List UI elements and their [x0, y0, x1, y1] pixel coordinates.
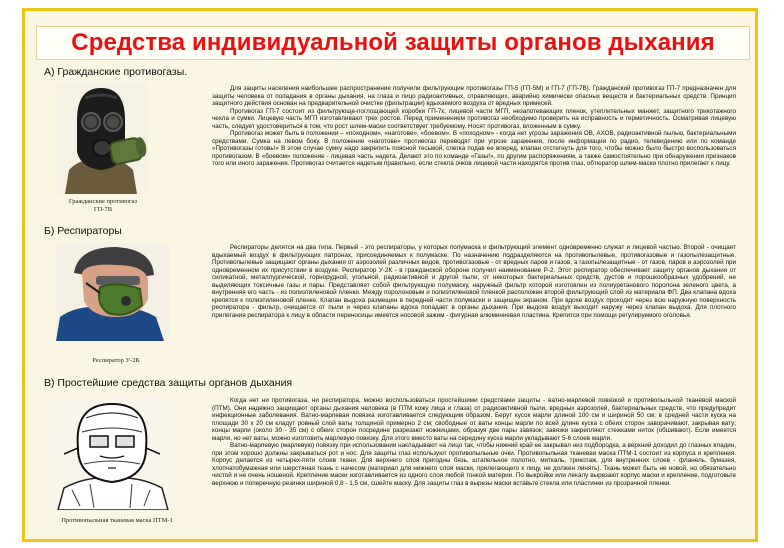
poster-title: Средства индивидуальной защиты органов дыхания — [71, 29, 715, 56]
paragraph: Респираторы делятся на два типа. Первый - это респираторы, у которых полумаска и фильтрующий элемент одновременно служат и лицевой частью. Второй - очищает вдыхаемый воздух в фильтрующих патронах, присоединяемых к полумаске. По назначению подразделяются на противопылевые, противогазовые и газопылезащитные. Противопылевые защищают органы дыхания от аэрозолей различных видов, противогазовые - от вредных паров и газов, а газопылезащитные - от газов, паров и аэрозолей при одновременном их присутствии в воздухе. Респиратор У-2К - в гражданской обороне получил наименование Р-2. Этот респиратор обеспечивает защиту органов дыхания от силикатной, металлургической, горнорудной, угольной, радиоактивной и другой пыли, от некоторых бактериальных средств, дустов и порошкообразных удобрений, не выделяющих токсичные газы и пары. Представляет собой фильтрующую полумаску, наружный фильтр которой изготовлен из полиуретанового поролона зеленого цвета, а внутренняя его часть - из полиэтиленовой пленки. Между поролоновым и полиэтиленовой пленкой расположен второй фильтрующий слой из материала ФП. Два клапана вдоха крепятся к полиэтиленовой пленке. Клапан выдоха размещен в передней части полумаски и защищен экраном. При вдохе воздух проходит через всю наружную поверхность респиратора - фильтр, очищается от пыли и через клапаны вдоха попадает в органы дыхания. При выдохе воздух выходит наружу через клапан выдоха. Для плотного прилегания респиратора к лицу в области переносицы имеется носовой зажим - фигурная алюминиевая пластина. Крепится при помощи регулируемого оголовья. — [212, 244, 736, 319]
dust-mask-caption: Противопыльная тканевая маска ПТМ-1 — [61, 517, 173, 524]
paragraph: Противогаз ГП-7 состоит из фильтрующе-поглощающей коробки ГП-7к, лицевой части МГП, незапотевающих пленок, утеплительных манжет, защитного трикотажного чехла и сумки. Лицевую часть МГП изготавливают трех ростов. Перед применением противогаз необходимо проверить на исправность и герметичность. Осматривая лицевую часть, следует удостовериться в том, что рост шлем-маски соответствует требуемому. Носят противогаз, вложенным в сумку. — [212, 107, 736, 130]
gas-mask-photo — [55, 82, 148, 194]
gas-mask-caption-line2: ГП-7В — [93, 205, 113, 213]
paragraph: Противогаз может быть в положении – «походном», «наготове», «боевом». В «походном» - когда нет угрозы заражения ОВ, АХОВ, радиоактивной пылью, бактериальными средствами. Сумка на левом боку. В положение «наготове» противогаз переводят при угрозе заражения, после информации по радио, телевидению или по команде «Противогазы готовь!» В этом случае сумку надо закрепить поясной тесьмой, слегка подав ее вперед, клапан отстегнуть для того, чтобы можно было быстро воспользоваться противогазом. В «боевом» положение - лицевая часть надета. Делают это по команде «Газы!», по другим распоряжениям, а также самостоятельно при обнаружении признаков того или иного заражения. Противогаз считается надетым правильно, если стекла очков лицевой части находятся против глаз, обтюратор шлем-маски плотно прилегает к лицу. — [212, 130, 736, 168]
gas-mask-caption-line1: Гражданские противогаз — [68, 198, 138, 205]
paragraph: Когда нет ни противогаза, ни респиратора, можно воспользоваться простейшими средствами защиты - ватно-марлевой повязкой и противопыльной тканевой маской (ПТМ). Они надежно защищают органы дыхания человека (в ПТМ кожу лица и глаза) от радиоактивной пыли, вредных аэрозолей, бактериальных средств, что предупредит инфекционные заболевания. Ватно-марлевая повязка изготавливается следующим образом. Берут кусок марли длиной 100 см и шириной 50 см; в средней части куска на площади 30 х 20 см кладут ровный слой ваты толщиной примерно 2 см; свободные от ваты концы марли по всей длине куска с обеих сторон заворачивают, закрывая вату; концы марли (около 30 - 35 см) с обеих сторон посредине разрезают ножницами, образуя две пары завязок; завязки закрепляют стежками ниток (обшивают). Если имеется марля, но нет ваты, можно изготовить марлевую повязку. Для этого вместо ваты на середину куска марли укладывают 5-6 слоев марли. — [212, 397, 736, 442]
section-heading-gas-masks: А) Гражданские противогазы. — [44, 66, 188, 78]
respirator-photo — [56, 243, 169, 341]
section-heading-respirators: Б) Респираторы — [44, 225, 122, 237]
gas-mask-caption — [50, 198, 156, 213]
gas-masks-text — [212, 85, 736, 168]
paragraph: Для защиты населения наибольшее распространение получили фильтрующие противогазы ГП-5 (ГП-5М) и ГП-7 (ГП-7В). Гражданский противогаз ГП-7 предназначен для защиты человека от попадания в органы дыхания, на глаза и лицо радиоактивных, отравляющих, аварийно химически опасных веществ и бактериальных средств. Принцип защитного действия основан на предварительной очистке (фильтрации) вдыхаемого воздуха от вредных примесей. — [212, 85, 736, 108]
respirator-caption: Респиратор У-2К — [92, 357, 140, 364]
simple-means-text — [212, 397, 736, 488]
respirators-text — [212, 244, 736, 319]
paragraph: Ватно-марлевую (марлевую) повязку при использовании накладывают на лицо так, чтобы нижний край ее закрывал низ подбородка, а верхний доходил до глазных впадин, при этом хорошо должны закрываться рот и нос. Для защиты глаз используют противопыльные очки. Противопыльная тканевая маска ПТМ-1 состоит из корпуса и крепления. Корпус делается из четырех-пяти слоев ткани. Для верхнего слоя пригодны бязь, штапельное полотно, миткаль, трикотаж, для внутренних слоев - фланель, бумазея, хлопчатобумажная или шерстяная ткань с начесом (материал для нижнего слоя маски, прилегающего к лицу, не должен линять). Ткань может быть не новой, но обязательно чистой и не очень ношеной. Крепление маски изготавливается из одного слоя любой тонкой материи. По выкройке или лекалу вырезают корпус маски и крепление, подготовьте верхнюю и поперечную резинки шириной 0,8 - 1,5 см, сшейте маску. Для защиты глаз в вырезы маски вставьте стекла или пластинки из прозрачной пленки. — [212, 442, 736, 488]
dust-mask-drawing — [50, 398, 174, 510]
section-heading-simple-means: В) Простейшие средства защиты органов дыхания — [44, 377, 293, 389]
